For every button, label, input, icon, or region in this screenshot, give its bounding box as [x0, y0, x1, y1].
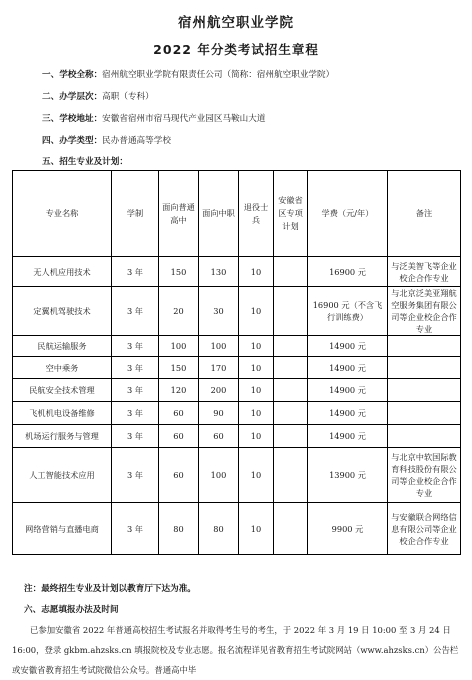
- cell-note: 与北京中软国际教育科技股份有限公司等企业校企合作专业: [388, 448, 461, 503]
- table-row: [13, 357, 461, 379]
- cell-major: 飞机机电设备维修: [13, 402, 112, 425]
- enrollment-plan-table: [12, 170, 461, 555]
- section-heading-application: 六、志愿填报办法及时间: [24, 605, 119, 615]
- cell-note: 与泛美智飞等企业校企合作专业: [388, 257, 461, 287]
- cell-special: [274, 257, 308, 287]
- cell-highschool: 150: [159, 357, 199, 379]
- table-row: [13, 425, 461, 448]
- header-vocational: 面向中职: [199, 171, 239, 257]
- table-row: [13, 503, 461, 555]
- table-row: [13, 336, 461, 357]
- cell-years: 3 年: [112, 448, 159, 503]
- cell-note: [388, 402, 461, 425]
- cell-veterans: 10: [239, 257, 274, 287]
- cell-highschool: 120: [159, 379, 199, 402]
- header-veterans: 退役士兵: [239, 171, 274, 257]
- cell-fee: 13900 元: [308, 448, 388, 503]
- page-subtitle: 2022 年分类考试招生章程: [153, 42, 319, 57]
- cell-fee: 16900 元: [308, 257, 388, 287]
- info-type: [42, 134, 171, 146]
- cell-major: 网络营销与直播电商: [13, 503, 112, 555]
- table-header-row: [13, 171, 461, 257]
- cell-special: [274, 379, 308, 402]
- section-heading-plan: 五、招生专业及计划：: [42, 157, 128, 167]
- info-label: 一、学校全称：: [42, 70, 103, 80]
- table-row: [13, 287, 461, 336]
- info-address: [42, 112, 265, 124]
- cell-fee: 14900 元: [308, 357, 388, 379]
- table-row: [13, 402, 461, 425]
- cell-veterans: 10: [239, 425, 274, 448]
- header-note: 备注: [388, 171, 461, 257]
- cell-vocational: 80: [199, 503, 239, 555]
- cell-special: [274, 287, 308, 336]
- cell-note: 与北京泛美亚翔航空服务集团有限公司等企业校企合作专业: [388, 287, 461, 336]
- header-special: 安徽省区专项计划: [274, 171, 308, 257]
- header-fee: 学费（元/年）: [308, 171, 388, 257]
- cell-major: 人工智能技术应用: [13, 448, 112, 503]
- table-row: [13, 448, 461, 503]
- cell-note: [388, 336, 461, 357]
- table-row: [13, 379, 461, 402]
- cell-years: 3 年: [112, 402, 159, 425]
- header-highschool: 面向普通高中: [159, 171, 199, 257]
- cell-years: 3 年: [112, 425, 159, 448]
- cell-years: 3 年: [112, 357, 159, 379]
- cell-years: 3 年: [112, 336, 159, 357]
- cell-highschool: 150: [159, 257, 199, 287]
- cell-major: 机场运行服务与管理: [13, 425, 112, 448]
- header-major: 专业名称: [13, 171, 112, 257]
- cell-major: 空中乘务: [13, 357, 112, 379]
- cell-special: [274, 425, 308, 448]
- cell-veterans: 10: [239, 379, 274, 402]
- cell-major: 民航运输服务: [13, 336, 112, 357]
- cell-years: 3 年: [112, 287, 159, 336]
- header-years: 学制: [112, 171, 159, 257]
- cell-vocational: 90: [199, 402, 239, 425]
- cell-note: [388, 357, 461, 379]
- info-value: 高职（专科）: [102, 92, 154, 102]
- cell-years: 3 年: [112, 257, 159, 287]
- cell-fee: 14900 元: [308, 336, 388, 357]
- cell-fee: 14900 元: [308, 402, 388, 425]
- cell-fee: 9900 元: [308, 503, 388, 555]
- cell-highschool: 60: [159, 425, 199, 448]
- application-paragraph: 已参加安徽省 2022 年普通高校招生考试报名并取得考生号的考生，于 2022 年 3 月 19 日 10:00 至 3 月 24 日 16:00，登录 gkbm.ahzsks.cn 填报院校及专业志愿。报名流程详见省教育招生考试院网站（www.ahzsks.cn）公告栏或安徽省教育招生考试院微信公众号。普通高中毕: [12, 625, 459, 675]
- cell-fee: 14900 元: [308, 425, 388, 448]
- cell-note: 与安徽联合网络信息有限公司等企业校企合作专业: [388, 503, 461, 555]
- cell-vocational: 30: [199, 287, 239, 336]
- cell-vocational: 130: [199, 257, 239, 287]
- cell-highschool: 20: [159, 287, 199, 336]
- cell-vocational: 200: [199, 379, 239, 402]
- cell-veterans: 10: [239, 503, 274, 555]
- cell-major: 无人机应用技术: [13, 257, 112, 287]
- cell-fee: 16900 元（不含飞行训练费）: [308, 287, 388, 336]
- info-label: 二、办学层次：: [42, 92, 103, 102]
- info-label: 四、办学类型：: [42, 136, 103, 146]
- page-title: 宿州航空职业学院: [178, 15, 294, 31]
- cell-special: [274, 402, 308, 425]
- cell-vocational: 100: [199, 448, 239, 503]
- info-label: 三、学校地址：: [42, 114, 103, 124]
- cell-major: 定翼机驾驶技术: [13, 287, 112, 336]
- cell-special: [274, 336, 308, 357]
- cell-veterans: 10: [239, 448, 274, 503]
- cell-vocational: 170: [199, 357, 239, 379]
- cell-veterans: 10: [239, 402, 274, 425]
- cell-vocational: 100: [199, 336, 239, 357]
- cell-veterans: 10: [239, 336, 274, 357]
- cell-special: [274, 357, 308, 379]
- info-school-name: [42, 68, 334, 80]
- cell-vocational: 60: [199, 425, 239, 448]
- info-level: [42, 90, 154, 102]
- cell-highschool: 60: [159, 448, 199, 503]
- cell-years: 3 年: [112, 503, 159, 555]
- info-value: 安徽省宿州市宿马现代产业园区马鞍山大道: [102, 114, 266, 124]
- cell-major: 民航安全技术管理: [13, 379, 112, 402]
- cell-highschool: 60: [159, 402, 199, 425]
- table-row: [13, 257, 461, 287]
- footnote: 注：最终招生专业及计划以教育厅下达为准。: [24, 584, 196, 594]
- cell-fee: 14900 元: [308, 379, 388, 402]
- cell-special: [274, 503, 308, 555]
- cell-note: [388, 379, 461, 402]
- cell-veterans: 10: [239, 357, 274, 379]
- cell-veterans: 10: [239, 287, 274, 336]
- cell-note: [388, 425, 461, 448]
- cell-highschool: 80: [159, 503, 199, 555]
- cell-years: 3 年: [112, 379, 159, 402]
- cell-special: [274, 448, 308, 503]
- info-value: 宿州航空职业学院有限责任公司（简称：宿州航空职业学院）: [102, 70, 335, 80]
- info-value: 民办普通高等学校: [102, 136, 171, 146]
- cell-highschool: 100: [159, 336, 199, 357]
